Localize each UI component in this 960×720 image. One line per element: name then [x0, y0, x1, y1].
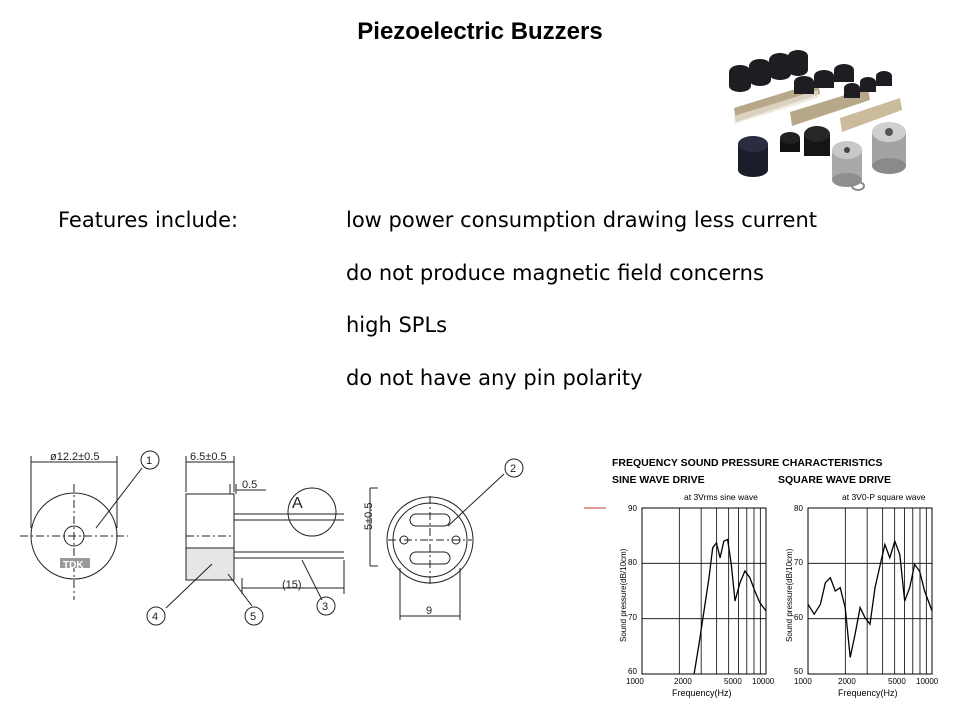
callout-4: 4: [152, 611, 159, 623]
left-x-tick: 2000: [674, 677, 692, 686]
left-y-tick: 70: [628, 613, 637, 622]
bottom-view: [387, 474, 504, 620]
callout-circles: [141, 451, 523, 625]
right-x-tick: 1000: [794, 677, 812, 686]
front-view: [20, 456, 142, 600]
left-graph-title: SINE WAVE DRIVE: [612, 474, 705, 486]
callout-2: 2: [510, 463, 517, 475]
dim-width: 9: [426, 605, 433, 617]
right-y-label: Sound pressure(dB/10cm): [785, 548, 794, 642]
right-y-tick: 50: [794, 667, 803, 676]
feature-item: do not produce magnetic field concerns: [346, 260, 764, 285]
dimension-drawing: [16, 448, 536, 634]
dim-diameter: ø12.2±0.5: [50, 451, 100, 463]
buzzer-tape-strips: [734, 82, 902, 132]
features-label: Features include:: [58, 208, 239, 232]
callout-1: 1: [146, 455, 153, 467]
feature-item: low power consumption drawing less current: [346, 208, 817, 232]
left-y-tick: 80: [628, 558, 637, 567]
right-y-tick: 80: [794, 504, 803, 513]
left-x-tick: 1000: [626, 677, 644, 686]
right-graph-title: SQUARE WAVE DRIVE: [778, 474, 891, 486]
right-plot: [808, 508, 932, 674]
detail-label: A: [292, 495, 303, 512]
left-x-tick: 5000: [724, 677, 742, 686]
single-buzzers: [738, 122, 906, 190]
dim-height: 6.5±0.5: [190, 451, 227, 463]
left-plot: [642, 508, 766, 674]
brand-mark: TDK: [63, 560, 84, 571]
left-x-label: Frequency(Hz): [672, 688, 732, 698]
right-graph-note: at 3V0-P square wave: [842, 492, 926, 502]
dim-lead: (15): [282, 579, 302, 591]
right-x-label: Frequency(Hz): [838, 688, 898, 698]
graph-heading: FREQUENCY SOUND PRESSURE CHARACTERISTICS: [612, 457, 883, 469]
frequency-graphs: [580, 452, 950, 702]
features-list: [346, 208, 817, 418]
buzzer-product-photo: [728, 46, 934, 198]
feature-item: high SPLs: [346, 313, 448, 337]
page-title: Piezoelectric Buzzers: [357, 18, 603, 45]
left-x-tick: 10000: [752, 677, 775, 686]
right-y-tick: 60: [794, 613, 803, 622]
right-x-tick: 10000: [916, 677, 939, 686]
right-x-tick: 2000: [838, 677, 856, 686]
callout-5: 5: [250, 611, 257, 623]
black-buzzers-row: [729, 50, 892, 98]
left-y-tick: 90: [628, 504, 637, 513]
dim-pin: 5±0.5: [363, 502, 375, 530]
dim-gap: 0.5: [242, 479, 258, 491]
left-y-label: Sound pressure(dB/10cm): [619, 548, 628, 642]
callout-3: 3: [322, 601, 329, 613]
right-x-tick: 5000: [888, 677, 906, 686]
side-view: [166, 456, 378, 608]
feature-item: do not have any pin polarity: [346, 365, 643, 390]
left-y-tick: 60: [628, 667, 637, 676]
right-y-tick: 70: [794, 558, 803, 567]
left-graph-note: at 3Vrms sine wave: [684, 492, 758, 502]
